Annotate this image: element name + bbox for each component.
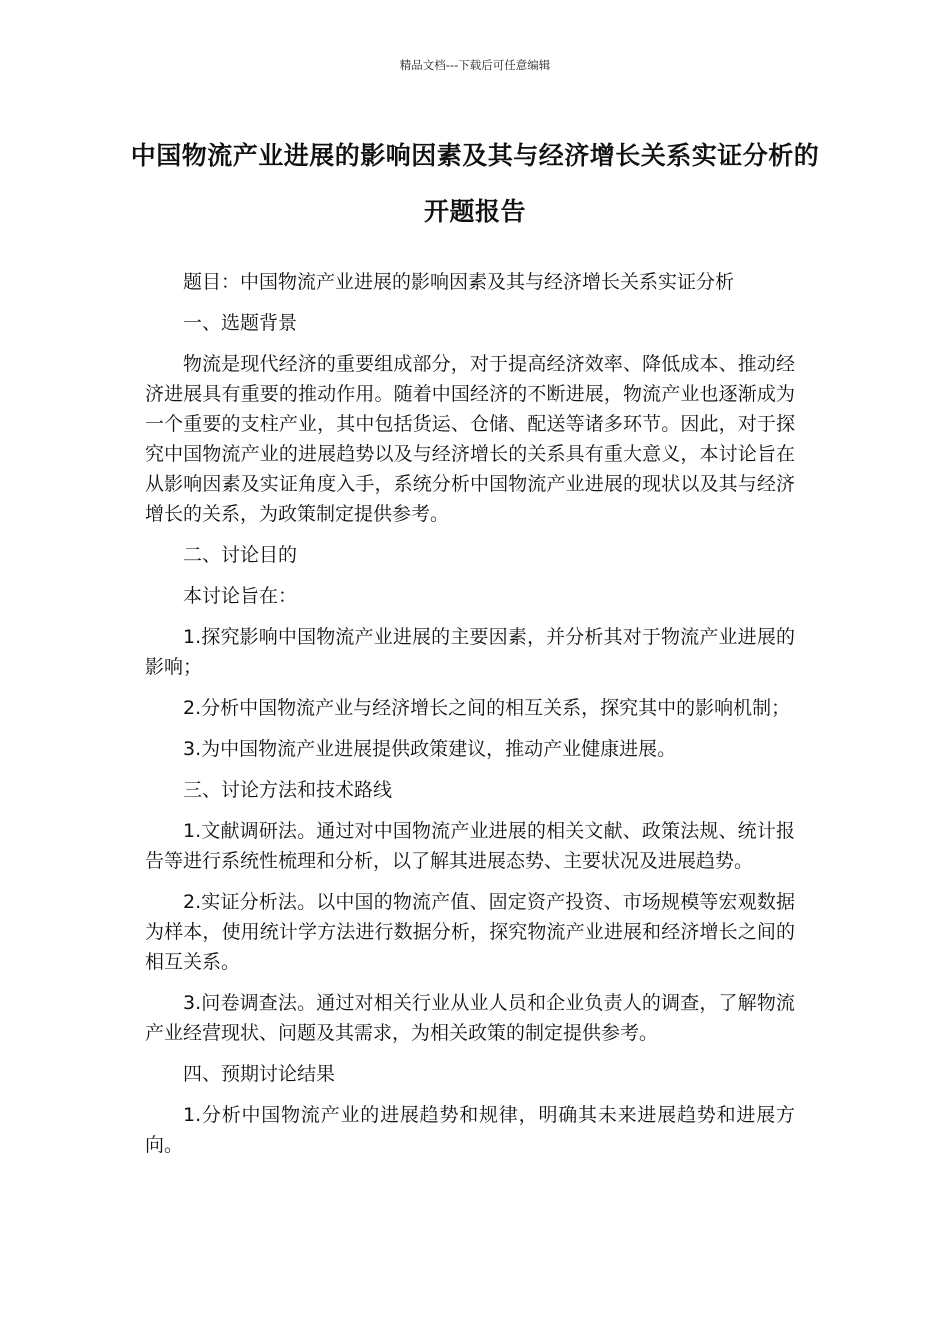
purpose-item-3: 3.为中国物流产业进展提供政策建议，推动产业健康进展。 (183, 738, 677, 760)
method-item-1: 1.文献调研法。通过对中国物流产业进展的相关文献、政策法规、统计报告等进行系统性梳理和分析，以了解其进展态势、主要状况及进展趋势。 (145, 820, 795, 872)
section-heading-expected-results: 四、预期讨论结果 (183, 1063, 336, 1085)
method-item-3: 3.问卷调查法。通过对相关行业从业人员和企业负责人的调查，了解物流产业经营现状、问题及其需求，为相关政策的制定提供参考。 (145, 992, 795, 1044)
document-body (145, 267, 795, 1171)
method-item-2: 2.实证分析法。以中国的物流产值、固定资产投资、市场规模等宏观数据为样本，使用统计学方法进行数据分析，探究物流产业进展和经济增长之间的相互关系。 (145, 891, 795, 973)
section-heading-methods: 三、讨论方法和技术路线 (183, 779, 393, 801)
expected-result-item-1: 1.分析中国物流产业的进展趋势和规律，明确其未来进展趋势和进展方向。 (145, 1104, 795, 1156)
section-heading-background: 一、选题背景 (183, 312, 298, 334)
purpose-intro: 本讨论旨在： (183, 585, 298, 607)
background-paragraph: 物流是现代经济的重要组成部分，对于提高经济效率、降低成本、推动经济进展具有重要的推动作用。随着中国经济的不断进展，物流产业也逐渐成为一个重要的支柱产业，其中包括货运、仓储、配送等诸多环节。因此，对于探究中国物流产业的进展趋势以及与经济增长的关系具有重大意义，本讨论旨在从影响因素及实证角度入手，系统分析中国物流产业进展的现状以及其与经济增长的关系，为政策制定提供参考。 (145, 353, 795, 525)
section-heading-purpose: 二、讨论目的 (183, 544, 298, 566)
topic-line: 题目：中国物流产业进展的影响因素及其与经济增长关系实证分析 (183, 271, 735, 293)
document-title: 中国物流产业进展的影响因素及其与经济增长关系实证分析的开题报告 (130, 141, 820, 226)
purpose-item-2: 2.分析中国物流产业与经济增长之间的相互关系，探究其中的影响机制； (183, 697, 791, 719)
purpose-item-1: 1.探究影响中国物流产业进展的主要因素，并分析其对于物流产业进展的影响； (145, 626, 795, 678)
page-header-note: 精品文档---下载后可任意编辑 (399, 58, 551, 72)
